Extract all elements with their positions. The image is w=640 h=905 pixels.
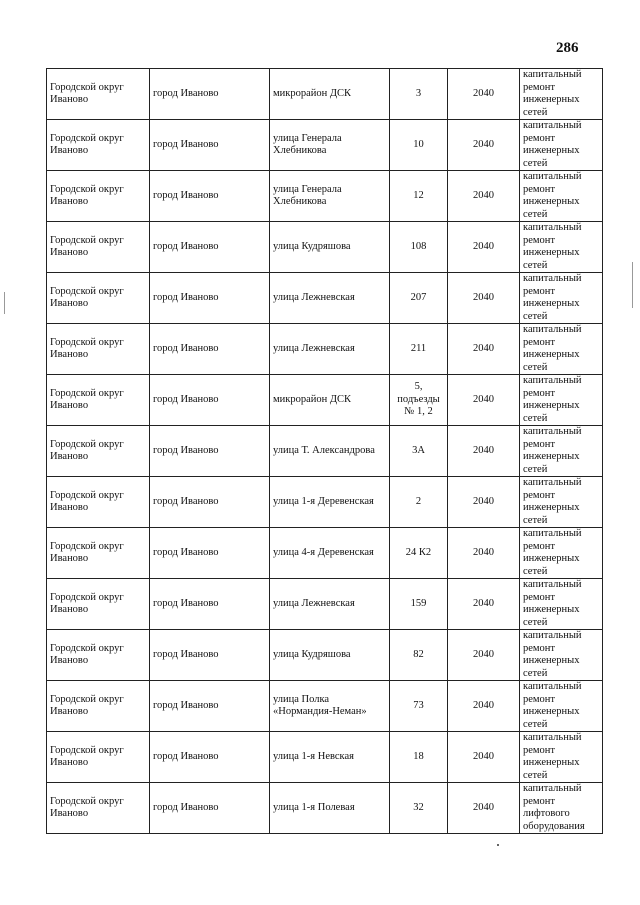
cell-year: 2040 (448, 120, 520, 171)
cell-work: капитальный ремонт инженерных сетей (520, 69, 603, 120)
cell-house: 32 (390, 783, 448, 834)
table-row (47, 426, 603, 477)
cell-district: Городской округ Иваново (47, 120, 150, 171)
cell-work: капитальный ремонт инженерных сетей (520, 171, 603, 222)
cell-year: 2040 (448, 222, 520, 273)
cell-city: город Иваново (150, 426, 270, 477)
cell-house: 159 (390, 579, 448, 630)
cell-street: улица 1-я Полевая (270, 783, 390, 834)
cell-year: 2040 (448, 69, 520, 120)
cell-city: город Иваново (150, 528, 270, 579)
cell-house: 5, подъезды № 1, 2 (390, 375, 448, 426)
cell-work: капитальный ремонт инженерных сетей (520, 630, 603, 681)
cell-street: улица Лежневская (270, 273, 390, 324)
cell-year: 2040 (448, 324, 520, 375)
cell-house: 3 (390, 69, 448, 120)
cell-district: Городской округ Иваново (47, 732, 150, 783)
cell-city: город Иваново (150, 171, 270, 222)
table-row (47, 579, 603, 630)
cell-district: Городской округ Иваново (47, 579, 150, 630)
cell-work: капитальный ремонт инженерных сетей (520, 528, 603, 579)
cell-year: 2040 (448, 171, 520, 222)
cell-house: 3А (390, 426, 448, 477)
table-row (47, 273, 603, 324)
cell-year: 2040 (448, 273, 520, 324)
cell-year: 2040 (448, 477, 520, 528)
cell-district: Городской округ Иваново (47, 375, 150, 426)
cell-work: капитальный ремонт инженерных сетей (520, 732, 603, 783)
cell-work: капитальный ремонт инженерных сетей (520, 426, 603, 477)
table-row (47, 783, 603, 834)
cell-street: улица Полка «Нормандия-Неман» (270, 681, 390, 732)
cell-work: капитальный ремонт лифтового оборудования (520, 783, 603, 834)
scan-dot (497, 844, 499, 846)
cell-year: 2040 (448, 681, 520, 732)
cell-district: Городской округ Иваново (47, 681, 150, 732)
cell-work: капитальный ремонт инженерных сетей (520, 681, 603, 732)
cell-work: капитальный ремонт инженерных сетей (520, 375, 603, 426)
cell-street: улица Лежневская (270, 324, 390, 375)
cell-house: 12 (390, 171, 448, 222)
cell-street: улица Т. Александрова (270, 426, 390, 477)
cell-city: город Иваново (150, 69, 270, 120)
cell-city: город Иваново (150, 579, 270, 630)
cell-house: 73 (390, 681, 448, 732)
page-number: 286 (556, 40, 579, 56)
cell-district: Городской округ Иваново (47, 222, 150, 273)
table-row (47, 528, 603, 579)
table-row (47, 120, 603, 171)
table-body (47, 69, 603, 834)
table-row (47, 324, 603, 375)
cell-house: 108 (390, 222, 448, 273)
table-row (47, 171, 603, 222)
cell-house: 24 К2 (390, 528, 448, 579)
cell-street: улица Генерала Хлебникова (270, 171, 390, 222)
cell-district: Городской округ Иваново (47, 477, 150, 528)
cell-house: 207 (390, 273, 448, 324)
cell-year: 2040 (448, 426, 520, 477)
table-row (47, 681, 603, 732)
cell-house: 82 (390, 630, 448, 681)
cell-street: улица Генерала Хлебникова (270, 120, 390, 171)
cell-street: микрорайон ДСК (270, 375, 390, 426)
cell-city: город Иваново (150, 732, 270, 783)
cell-district: Городской округ Иваново (47, 528, 150, 579)
cell-street: улица 4-я Деревенская (270, 528, 390, 579)
table-row (47, 69, 603, 120)
cell-work: капитальный ремонт инженерных сетей (520, 477, 603, 528)
cell-city: город Иваново (150, 222, 270, 273)
cell-street: улица Лежневская (270, 579, 390, 630)
cell-year: 2040 (448, 579, 520, 630)
table-row (47, 375, 603, 426)
cell-city: город Иваново (150, 324, 270, 375)
cell-year: 2040 (448, 732, 520, 783)
cell-year: 2040 (448, 528, 520, 579)
cell-work: капитальный ремонт инженерных сетей (520, 120, 603, 171)
cell-year: 2040 (448, 375, 520, 426)
cell-year: 2040 (448, 630, 520, 681)
cell-district: Городской округ Иваново (47, 783, 150, 834)
cell-district: Городской округ Иваново (47, 171, 150, 222)
cell-district: Городской округ Иваново (47, 324, 150, 375)
cell-city: город Иваново (150, 477, 270, 528)
cell-work: капитальный ремонт инженерных сетей (520, 222, 603, 273)
cell-city: город Иваново (150, 681, 270, 732)
cell-work: капитальный ремонт инженерных сетей (520, 324, 603, 375)
cell-street: улица 1-я Невская (270, 732, 390, 783)
cell-city: город Иваново (150, 630, 270, 681)
cell-district: Городской округ Иваново (47, 426, 150, 477)
cell-house: 211 (390, 324, 448, 375)
cell-street: улица 1-я Деревенская (270, 477, 390, 528)
cell-city: город Иваново (150, 783, 270, 834)
cell-city: город Иваново (150, 375, 270, 426)
cell-house: 2 (390, 477, 448, 528)
housing-repair-table (46, 68, 603, 834)
cell-year: 2040 (448, 783, 520, 834)
cell-street: улица Кудряшова (270, 630, 390, 681)
cell-house: 18 (390, 732, 448, 783)
cell-city: город Иваново (150, 273, 270, 324)
cell-work: капитальный ремонт инженерных сетей (520, 273, 603, 324)
table-row (47, 477, 603, 528)
cell-house: 10 (390, 120, 448, 171)
cell-district: Городской округ Иваново (47, 273, 150, 324)
cell-district: Городской округ Иваново (47, 630, 150, 681)
cell-street: улица Кудряшова (270, 222, 390, 273)
scan-artifact-left (4, 292, 5, 314)
cell-work: капитальный ремонт инженерных сетей (520, 579, 603, 630)
table-row (47, 732, 603, 783)
cell-district: Городской округ Иваново (47, 69, 150, 120)
scan-artifact-right (632, 262, 633, 308)
cell-street: микрорайон ДСК (270, 69, 390, 120)
table-row (47, 222, 603, 273)
cell-city: город Иваново (150, 120, 270, 171)
table-row (47, 630, 603, 681)
